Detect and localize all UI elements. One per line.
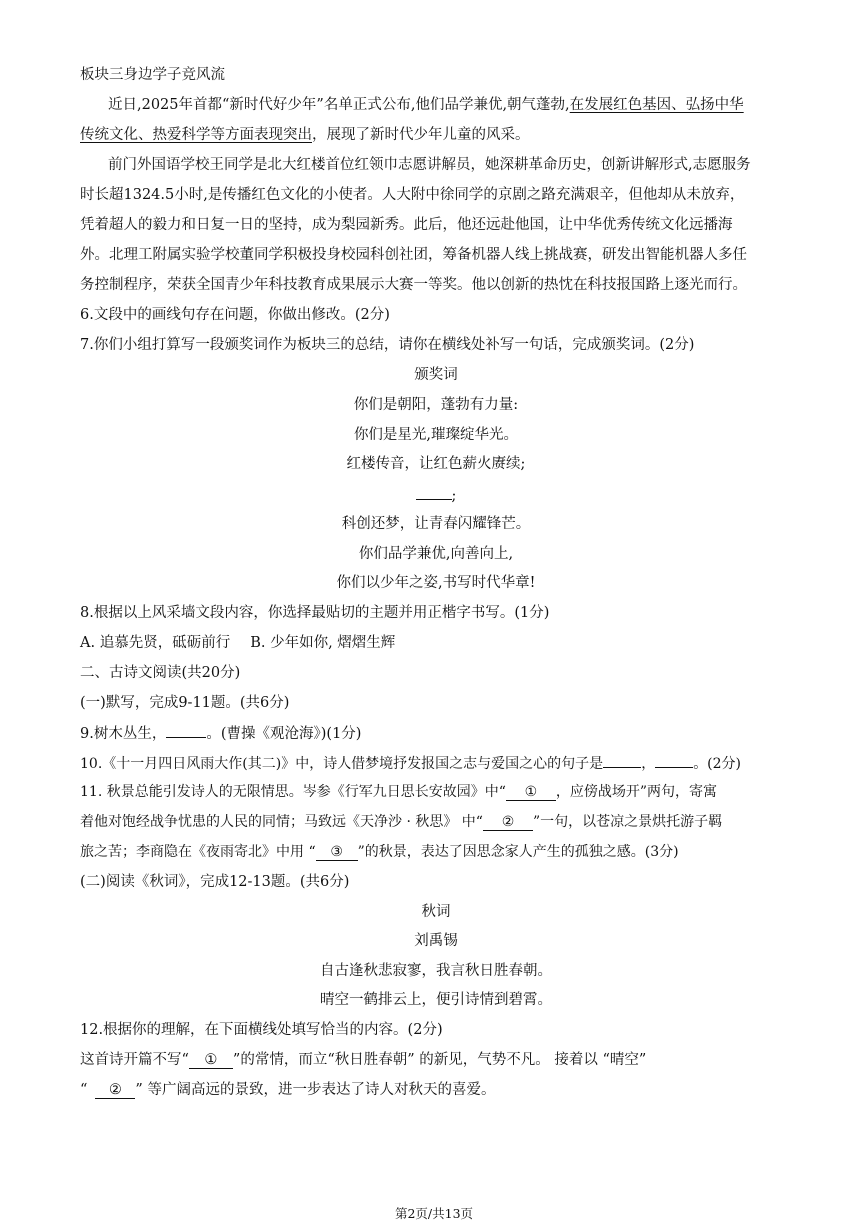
question-6: 6.文段中的画线句存在问题，你做出修改。(2分) [80, 307, 390, 323]
question-9-suffix: 。(曹操《观沧海》)(1分) [206, 726, 362, 742]
question-11-text-2a: 着他对饱经战争忧患的人民的同情；马致远《天净沙 · 秋思》 中“ [80, 814, 483, 830]
question-11-text-2b: ”一句，以苍凉之景烘托游子羁 [532, 814, 723, 830]
award-line-2: 你们是星光,璀璨绽华光。 [353, 427, 519, 443]
question-11-text-1b: ，应傍战场开”两句，寄寓 [555, 784, 718, 800]
underlined-sentence-a: 在发展红色基因、弘扬中华 [569, 97, 744, 113]
question-11-text-3b: ”的秋景，表达了因思念家人产生的孤独之感。(3分) [357, 844, 679, 860]
part-2-heading: 二、古诗文阅读(共20分) [80, 665, 241, 681]
paragraph-1-line-1 [108, 94, 792, 116]
question-12-blank-2[interactable]: ② [95, 1082, 135, 1099]
question-11-line-1 [80, 781, 792, 803]
question-12-line-1 [80, 1049, 792, 1071]
question-10-suffix: 。(2分) [693, 756, 742, 772]
question-12-line-2 [80, 1079, 792, 1101]
question-12-text-1b: ”的常情，而立“秋日胜春朝” 的新见，气势不凡。 接着以 “晴空” [232, 1052, 647, 1068]
question-10 [80, 751, 792, 773]
question-10-blank-1[interactable] [603, 751, 641, 768]
option-a[interactable]: A. 追慕先贤，砥砺前行 [80, 635, 231, 651]
award-line-5: 科创还梦，让青春闪耀锋芒。 [341, 516, 531, 532]
poem-line-2: 晴空一鹤排云上，便引诗情到碧霄。 [320, 992, 552, 1008]
poem-author: 刘禹锡 [414, 933, 458, 949]
question-9-blank[interactable] [166, 721, 206, 738]
poem-title: 秋词 [421, 904, 451, 920]
question-12: 12.根据你的理解，在下面横线处填写恰当的内容。(2分) [80, 1022, 443, 1038]
underlined-sentence-b: 传统文化、热爱科学等方面表现突出 [80, 127, 312, 143]
section-title: 板块三身边学子竞风流 [80, 67, 225, 83]
award-line-4-suffix: ; [451, 488, 457, 504]
question-10-mid: ， [641, 756, 656, 772]
award-title: 颁奖词 [414, 367, 458, 383]
question-11-blank-3[interactable]: ③ [316, 844, 358, 861]
question-10-prefix: 10.《十一月四日风雨大作(其二)》中，诗人借梦境抒发报国之志与爱国之心的句子是 [80, 756, 604, 772]
question-12-blank-1[interactable]: ① [189, 1052, 233, 1069]
paragraph-2-line-1: 前门外国语学校王同学是北大红楼首位红领巾志愿讲解员，她深耕革命历史，创新讲解形式,志愿服务 [108, 157, 751, 173]
question-11-line-2 [80, 811, 792, 833]
page-footer: 第2页/共13页 [394, 1206, 474, 1221]
paragraph-1-line-2 [80, 124, 792, 146]
award-line-7: 你们以少年之姿,书写时代华章! [336, 575, 536, 591]
question-10-blank-2[interactable] [655, 751, 693, 768]
question-11-text-1a: 11. 秋景总能引发诗人的无限情思。岑参《行军九日思长安故园》中“ [80, 784, 506, 800]
question-9-prefix: 9.树木丛生， [80, 726, 167, 742]
award-line-4 [80, 483, 792, 505]
paragraph-1-text-a: 近日,2025年首都“新时代好少年”名单正式公布,他们品学兼优,朝气蓬勃, [108, 97, 570, 113]
paragraph-2-line-2: 时长超1324.5小时,是传播红色文化的小使者。人大附中徐同学的京剧之路充满艰辛，但他却从未放弃， [80, 187, 745, 203]
question-12-text-2a: “ [80, 1082, 88, 1098]
paragraph-2-line-4: 外。北理工附属实验学校董同学积极投身校园科创社团，筹备机器人线上挑战赛，研发出智能机器人多任 [80, 247, 747, 263]
question-11-blank-2[interactable]: ② [483, 814, 533, 831]
award-line-3: 红楼传音，让红色薪火赓续; [346, 456, 526, 472]
question-12-text-1a: 这首诗开篇不写“ [80, 1052, 189, 1068]
paragraph-2-line-3: 凭着超人的毅力和日复一日的坚持，成为梨园新秀。此后，他还远赴他国，让中华优秀传统文化远播海 [80, 217, 733, 233]
paragraph-1-text-b: ，展现了新时代少年儿童的风采。 [312, 127, 530, 143]
option-b[interactable]: B. 少年如你, 熠熠生辉 [250, 635, 396, 651]
poem-line-1: 自古逢秋悲寂寥，我言秋日胜春朝。 [320, 963, 552, 979]
question-12-text-2b: ” 等广阔高远的景致，进一步表达了诗人对秋天的喜爱。 [135, 1082, 496, 1098]
subsection-2-heading: (二)阅读《秋词》，完成12-13题。(共6分) [80, 874, 350, 890]
question-8: 8.根据以上风采墙文段内容，你选择最贴切的主题并用正楷字书写。(1分) [80, 605, 550, 621]
question-8-options [80, 632, 792, 654]
paragraph-2-line-5: 务控制程序，荣获全国青少年科技教育成果展示大赛一等奖。他以创新的热忱在科技报国路上逐光而行。 [80, 277, 747, 293]
award-line-1: 你们是朝阳，蓬勃有力量: [353, 397, 519, 413]
question-9 [80, 721, 792, 743]
question-11-line-3 [80, 841, 792, 863]
question-11-text-3a: 旅之苦；李商隐在《夜雨寄北》中用 “ [80, 844, 316, 860]
question-7: 7.你们小组打算写一段颁奖词作为板块三的总结，请你在横线处补写一句话，完成颁奖词。(2分) [80, 337, 695, 353]
question-11-blank-1[interactable]: ① [506, 784, 556, 801]
subsection-1-heading: (一)默写，完成9-11题。(共6分) [80, 695, 290, 711]
award-line-6: 你们品学兼优,向善向上, [358, 546, 514, 562]
award-answer-blank[interactable] [416, 483, 452, 500]
